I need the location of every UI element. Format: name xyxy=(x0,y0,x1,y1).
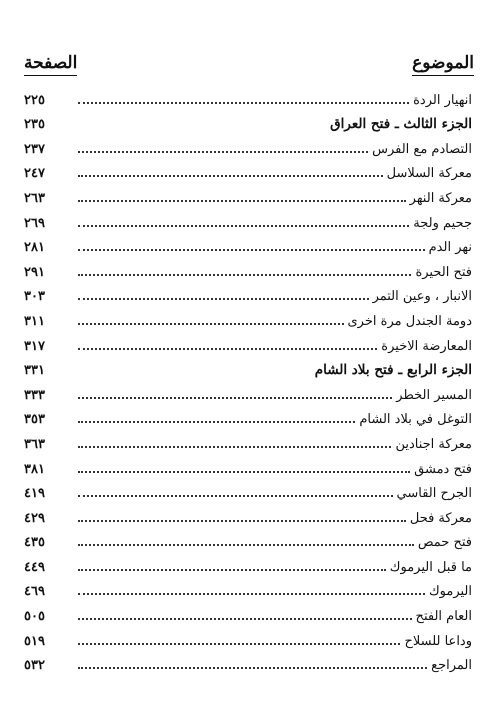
topic-column-label: الموضوع xyxy=(412,52,474,76)
toc-entry-title: جحيم ولجة xyxy=(413,215,472,231)
toc-entry-page-number: ٤٦٩ xyxy=(24,584,45,600)
toc-entry-title: فتح دمشق xyxy=(414,461,472,477)
toc-part-heading xyxy=(22,355,476,380)
dot-leader xyxy=(78,274,411,276)
toc-entry-page-number: ٥١٩ xyxy=(24,633,45,649)
toc-entry-page-number: ٤٤٩ xyxy=(24,559,45,575)
toc-entry-page-number: ٤١٩ xyxy=(24,486,45,502)
toc-entry-title: معركة السلاسل xyxy=(386,166,472,182)
toc-entry-page-number: ٢٨١ xyxy=(24,240,45,256)
toc-entry-page-number: ٤٢٩ xyxy=(24,510,45,526)
dot-leader xyxy=(78,618,412,620)
toc-entry-page-number: ٢٣٥ xyxy=(24,117,45,133)
toc-entry xyxy=(22,600,476,625)
toc-entry-page-number: ٢٢٥ xyxy=(24,92,45,108)
toc-entry xyxy=(22,133,476,158)
dot-leader xyxy=(78,593,425,595)
dot-leader xyxy=(78,249,425,251)
dot-leader xyxy=(78,643,400,645)
toc-entry-page-number: ٢٤٧ xyxy=(24,166,45,182)
dot-leader xyxy=(78,151,368,153)
dot-leader xyxy=(78,569,386,571)
toc-entry-title: دومة الجندل مرة اخرى xyxy=(347,313,472,329)
toc-entry xyxy=(22,207,476,232)
toc-entry-page-number: ٣٠٣ xyxy=(24,289,45,305)
toc-entry-page-number: ٣٨١ xyxy=(24,461,45,477)
toc-entry-page-number: ٢٩١ xyxy=(24,264,45,280)
toc-entry-title: المعارضة الاخيرة xyxy=(381,338,472,354)
dot-leader xyxy=(78,175,383,177)
toc-entry-page-number: ٣١٧ xyxy=(24,338,45,354)
toc-entry-title: المراجع xyxy=(431,658,472,674)
toc-entry xyxy=(22,305,476,330)
toc-entry-title: التصادم مع الفرس xyxy=(372,141,472,157)
toc-entry xyxy=(22,478,476,503)
toc-entry-page-number: ٢٦٩ xyxy=(24,215,45,231)
toc-entry xyxy=(22,182,476,207)
toc-entry xyxy=(22,502,476,527)
toc-entry-page-number: ٣٣٣ xyxy=(24,387,45,403)
page-column-label: الصفحة xyxy=(24,52,77,76)
toc-entry-page-number: ٥٠٥ xyxy=(24,609,45,625)
dot-leader xyxy=(78,298,369,300)
dot-leader xyxy=(78,225,409,227)
toc-entry-title: المسير الخطر xyxy=(396,387,472,403)
toc-entry xyxy=(22,256,476,281)
toc-list xyxy=(22,84,476,674)
toc-entry xyxy=(22,576,476,601)
toc-entry-title: ما قبل اليرموك xyxy=(389,559,472,575)
toc-entry-page-number: ٣٥٣ xyxy=(24,412,45,428)
toc-entry xyxy=(22,158,476,183)
toc-header xyxy=(22,40,476,76)
toc-entry-title: معركة اجنادين xyxy=(395,436,472,452)
toc-part-heading xyxy=(22,109,476,134)
toc-entry-title: الجزء الثالث ـ فتح العراق xyxy=(330,116,472,133)
dot-leader xyxy=(78,421,355,423)
toc-entry-page-number: ٣١١ xyxy=(24,313,45,329)
dot-leader xyxy=(78,348,377,350)
dot-leader xyxy=(78,102,409,104)
dot-leader xyxy=(78,323,344,325)
toc-entry-page-number: ٥٣٢ xyxy=(24,658,45,674)
toc-entry-page-number: ٣٣١ xyxy=(24,363,45,379)
toc-entry-title: اليرموك xyxy=(428,584,472,600)
toc-entry xyxy=(22,527,476,552)
dot-leader xyxy=(78,667,427,669)
toc-entry xyxy=(22,281,476,306)
toc-entry xyxy=(22,379,476,404)
toc-entry-title: انهيار الردة xyxy=(413,92,472,108)
toc-entry-title: التوغل في بلاد الشام xyxy=(359,412,472,428)
toc-entry xyxy=(22,428,476,453)
toc-entry-title: الجزء الرابع ـ فتح بلاد الشام xyxy=(314,362,472,379)
toc-entry-page-number: ٢٦٣ xyxy=(24,190,45,206)
toc-entry-title: فتح حمص xyxy=(417,535,472,551)
toc-entry-page-number: ٤٣٥ xyxy=(24,535,45,551)
dot-leader xyxy=(78,471,410,473)
toc-entry-title: العام الفتح xyxy=(415,609,472,625)
dot-leader xyxy=(78,446,391,448)
toc-entry xyxy=(22,330,476,355)
toc-entry xyxy=(22,625,476,650)
toc-entry xyxy=(22,453,476,478)
toc-entry-title: معركة فحل xyxy=(409,510,472,526)
toc-entry xyxy=(22,551,476,576)
toc-entry-title: وداعا للسلاح xyxy=(404,633,472,649)
toc-entry-title: معركة النهر xyxy=(409,190,472,206)
toc-entry xyxy=(22,84,476,109)
toc-entry xyxy=(22,404,476,429)
dot-leader xyxy=(78,495,393,497)
toc-entry-title: الانبار ، وعين التمر xyxy=(372,289,472,305)
toc-entry-page-number: ٣٦٣ xyxy=(24,436,45,452)
dot-leader xyxy=(78,544,414,546)
toc-entry xyxy=(22,232,476,257)
toc-entry-page-number: ٢٣٧ xyxy=(24,141,45,157)
dot-leader xyxy=(78,200,406,202)
dot-leader xyxy=(78,520,406,522)
toc-entry xyxy=(22,650,476,675)
dot-leader xyxy=(78,397,392,399)
toc-entry-title: نهر الدم xyxy=(428,240,472,256)
toc-entry-title: فتح الحيرة xyxy=(415,264,472,280)
toc-entry-title: الجرح القاسي xyxy=(396,486,472,502)
